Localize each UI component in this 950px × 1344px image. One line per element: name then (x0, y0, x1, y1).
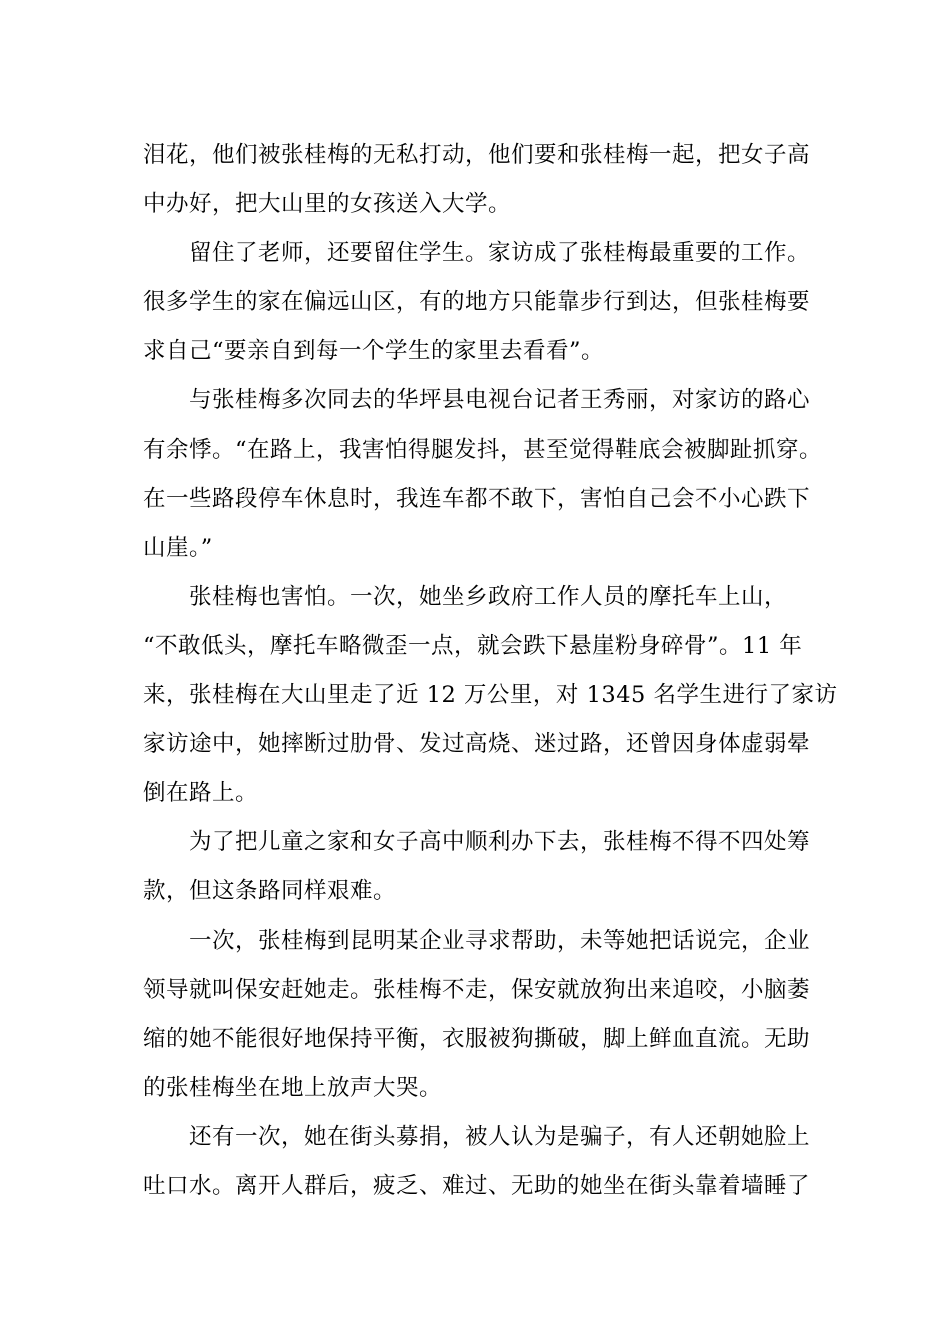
text-line: “不敢低头，摩托车略微歪一点，就会跌下悬崖粉身碎骨”。11 年 (143, 632, 803, 659)
paragraph-first-line: 张桂梅也害怕。一次，她坐乡政府工作人员的摩托车上山， (189, 583, 788, 610)
text-line: 有余悸。“在路上，我害怕得腿发抖，甚至觉得鞋底会被脚趾抓穿。 (143, 436, 823, 463)
text-line: 求自己“要亲自到每一个学生的家里去看看”。 (143, 338, 605, 365)
text-line: 泪花，他们被张桂梅的无私打动，他们要和张桂梅一起，把女子高 (143, 142, 811, 168)
paragraph-first-line: 留住了老师，还要留住学生。家访成了张桂梅最重要的工作。 (189, 240, 811, 267)
text-line: 缩的她不能很好地保持平衡，衣服被狗撕破，脚上鲜血直流。无助 (143, 1025, 811, 1052)
text-line: 中办好，把大山里的女孩送入大学。 (143, 191, 512, 218)
text-line: 来，张桂梅在大山里走了近 12 万公里，对 1345 名学生进行了家访 (143, 682, 838, 709)
text-line: 领导就叫保安赶她走。张桂梅不走，保安就放狗出来追咬，小脑萎 (143, 976, 811, 1003)
paragraph-first-line: 还有一次，她在街头募捐，被人认为是骗子，有人还朝她脸上 (189, 1123, 811, 1150)
text-line: 很多学生的家在偏远山区，有的地方只能靠步行到达，但张桂梅要 (143, 289, 811, 316)
paragraph-first-line: 为了把儿童之家和女子高中顺利办下去，张桂梅不得不四处筹 (189, 829, 811, 856)
text-line: 在一些路段停车休息时，我连车都不敢下，害怕自己会不小心跌下 (143, 485, 811, 512)
text-line: 的张桂梅坐在地上放声大哭。 (143, 1074, 443, 1101)
text-line: 款，但这条路同样艰难。 (143, 878, 397, 905)
text-line: 山崖。” (143, 534, 213, 561)
text-line: 家访途中，她摔断过肋骨、发过高烧、迷过路，还曾因身体虚弱晕 (143, 731, 811, 758)
text-line: 吐口水。离开人群后，疲乏、难过、无助的她坐在街头靠着墙睡了 (143, 1172, 811, 1199)
text-line: 倒在路上。 (143, 780, 259, 807)
paragraph-first-line: 一次，张桂梅到昆明某企业寻求帮助，未等她把话说完，企业 (189, 927, 811, 954)
paragraph-first-line: 与张桂梅多次同去的华坪县电视台记者王秀丽，对家访的路心 (189, 387, 811, 414)
article-body (143, 131, 838, 1211)
